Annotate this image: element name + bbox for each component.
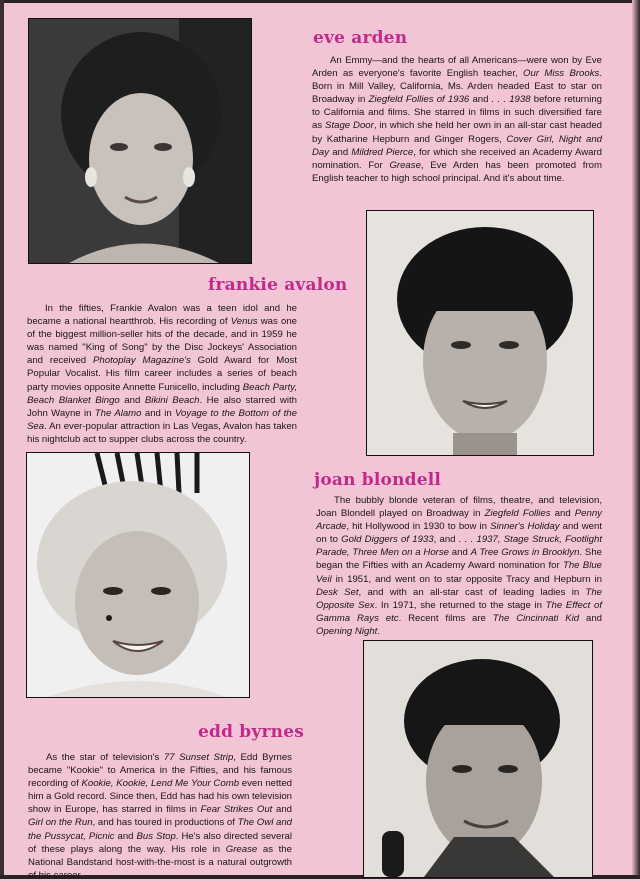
- portrait-photo-joan-blondell-icon: [27, 453, 249, 697]
- name-heading: frankie avalon: [208, 275, 348, 295]
- portrait-photo-frankie-avalon-icon: [367, 211, 593, 455]
- portrait-photo-edd-byrnes-icon: [364, 641, 592, 877]
- portrait-photo-eve-arden-icon: [29, 19, 251, 263]
- page-edge-top: [0, 0, 640, 3]
- frankie-avalon-photo: [366, 210, 594, 456]
- page-edge-left: [0, 0, 4, 879]
- bio-text: As the star of television's 77 Sunset Strip, Edd Byrnes became "Kookie" to America in the Fifties, and his famous recording of Kookie, Kookie, Lend Me Your Comb even netted him a Gold record. Since then, Edd has had his own television show in Europe, has starred in films in Fear Strikes Out and Girl on the Run, and has toured in productions of The Owl and the Pussycat, Picnic and Bus Stop. He's also directed several of these plays along the way. His role in Grease as the National Bandstand host-with-the-most is a natural outgrowth of his career.: [28, 752, 293, 881]
- bio-text: An Emmy—and the hearts of all Americans—were won by Eve Arden as everyone's favorite English teacher, Our Miss Brooks. Born in Mill Valley, California, Ms. Arden headed East to star on Broadway in Ziegfeld Follies of 1936 and . . . 1938 before returning to California and films. She starred in films in such diversified fare as Stage Door, in which she held her own in an all-star cast headed by Katharine Hepburn and Ginger Rogers, Cover Girl, Night and Day and Mildred Pierce, for which she received an Academy Award nomination. For Grease, Eve Arden has been promoted from English teacher to high school principal. And it's about time.: [312, 55, 603, 184]
- joan-blondell-photo: [26, 452, 250, 698]
- bio-text: In the fifties, Frankie Avalon was a teen idol and he became a national heartthrob. His recording of Venus was one of the biggest million-seller hits of the decade, and in 1959 he was named "King of Song" by the Disc Jockeys' Association and received Photoplay Magazine's Gold Award for Most Popular Vocalist. His film career includes a series of beach party movies opposite Annette Funicello, including Beach Party, Beach Blanket Bingo and Bikini Beach. He also starred with John Wayne in The Alamo and in Voyage to the Bottom of the Sea. An ever-popular attraction in Las Vegas, Avalon has taken his nightclub act to supper clubs across the country.: [27, 303, 298, 445]
- name-heading: eve arden: [313, 28, 408, 48]
- name-heading: edd byrnes: [198, 722, 304, 742]
- page-edge-right: [632, 0, 640, 879]
- bio-text: The bubbly blonde veteran of films, theatre, and television, Joan Blondell played on Broadway in Ziegfeld Follies and Penny Arcade, hit Hollywood in 1930 to bow in Sinner's Holiday and went on to Gold Diggers of 1933, and . . . 1937, Stage Struck, Footlight Parade, Three Men on a Horse and A Tree Grows in Brooklyn. She began the Fifties with an Academy Award nomination for The Blue Veil in 1951, and went on to star opposite Tracy and Hepburn in Desk Set, and with an all-star cast of leading ladies in The Opposite Sex. In 1971, she returned to the stage in The Effect of Gamma Rays etc. Recent films are The Cincinnati Kid and Opening Night.: [316, 495, 603, 637]
- name-heading: joan blondell: [314, 470, 442, 490]
- eve-arden-photo: [28, 18, 252, 264]
- edd-byrnes-photo: [363, 640, 593, 878]
